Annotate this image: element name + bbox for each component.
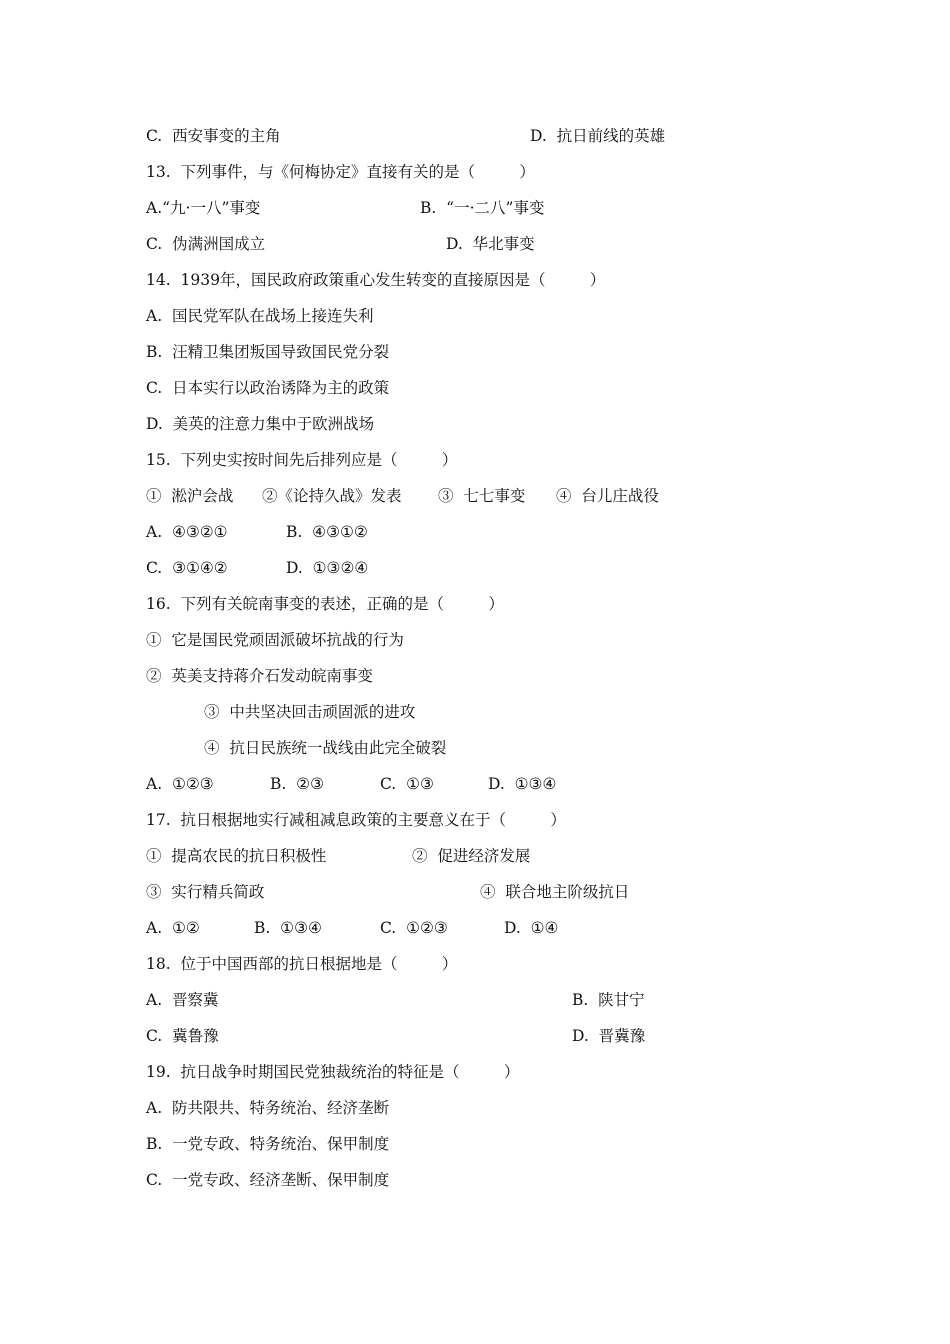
- question-19: 19. 抗日战争时期国民党独裁统治的特征是（ ）: [146, 1063, 520, 1081]
- option-d-q16: D. ①③④: [488, 775, 557, 793]
- question-14: 14. 1939年，国民政府政策重心发生转变的直接原因是（ ）: [146, 271, 606, 289]
- option-d-q17: D. ①④: [504, 919, 559, 937]
- statement-4-q17: ④ 联合地主阶级抗日: [480, 883, 630, 901]
- question-13: 13. 下列事件，与《何梅协定》直接有关的是（ ）: [146, 163, 535, 181]
- statement-1-q16: ① 它是国民党顽固派破坏抗战的行为: [146, 631, 404, 649]
- question-17: 17. 抗日根据地实行减租减息政策的主要意义在于（ ）: [146, 811, 566, 829]
- statement-4-q16: ④ 抗日民族统一战线由此完全破裂: [204, 739, 447, 757]
- option-b-q15: B. ④③①②: [286, 523, 368, 541]
- option-c-q18: C. 冀鲁豫: [146, 1027, 219, 1045]
- option-d-q15: D. ①③②④: [286, 559, 369, 577]
- option-b-q18: B. 陕甘宁: [572, 991, 645, 1009]
- statement-2-q16: ② 英美支持蒋介石发动皖南事变: [146, 667, 373, 685]
- option-c-q17: C. ①②③: [380, 919, 448, 937]
- option-d-q12: D. 抗日前线的英雄: [530, 127, 666, 145]
- statement-1-q17: ① 提高农民的抗日积极性: [146, 847, 327, 865]
- option-c-q14: C. 日本实行以政治诱降为主的政策: [146, 379, 390, 397]
- option-d-q13: D. 华北事变: [446, 235, 535, 253]
- option-c-q12: C. 西安事变的主角: [146, 127, 281, 145]
- option-d-q14: D. 美英的注意力集中于欧洲战场: [146, 415, 375, 433]
- option-c-q15: C. ③①④②: [146, 559, 228, 577]
- option-b-q14: B. 汪精卫集团叛国导致国民党分裂: [146, 343, 390, 361]
- option-b-q16: B. ②③: [270, 775, 324, 793]
- option-a-q14: A. 国民党军队在战场上接连失利: [146, 307, 374, 325]
- question-16: 16. 下列有关皖南事变的表述，正确的是（ ）: [146, 595, 504, 613]
- option-c-q13: C. 伪满洲国成立: [146, 235, 266, 253]
- statement-3-q16: ③ 中共坚决回击顽固派的进攻: [204, 703, 416, 721]
- statement-2-q17: ② 促进经济发展: [412, 847, 531, 865]
- option-b-q19: B. 一党专政、特务统治、保甲制度: [146, 1135, 390, 1153]
- option-b-q17: B. ①③④: [254, 919, 322, 937]
- event-3-q15: ③ 七七事变: [438, 487, 526, 505]
- event-4-q15: ④ 台儿庄战役: [556, 487, 659, 505]
- option-a-q19: A. 防共限共、特务统治、经济垄断: [146, 1099, 389, 1117]
- question-18: 18. 位于中国西部的抗日根据地是（ ）: [146, 955, 458, 973]
- option-b-q13: B. “一·二八”事变: [420, 199, 545, 217]
- question-15: 15. 下列史实按时间先后排列应是（ ）: [146, 451, 458, 469]
- event-2-q15: ②《论持久战》发表: [262, 487, 402, 505]
- option-a-q13: A.“九·一八”事变: [146, 199, 261, 217]
- event-1-q15: ① 淞沪会战: [146, 487, 234, 505]
- option-c-q16: C. ①③: [380, 775, 434, 793]
- option-a-q17: A. ①②: [146, 919, 200, 937]
- option-d-q18: D. 晋冀豫: [572, 1027, 646, 1045]
- option-a-q15: A. ④③②①: [146, 523, 228, 541]
- option-c-q19: C. 一党专政、经济垄断、保甲制度: [146, 1171, 390, 1189]
- option-a-q18: A. 晋察冀: [146, 991, 219, 1009]
- statement-3-q17: ③ 实行精兵简政: [146, 883, 265, 901]
- option-a-q16: A. ①②③: [146, 775, 214, 793]
